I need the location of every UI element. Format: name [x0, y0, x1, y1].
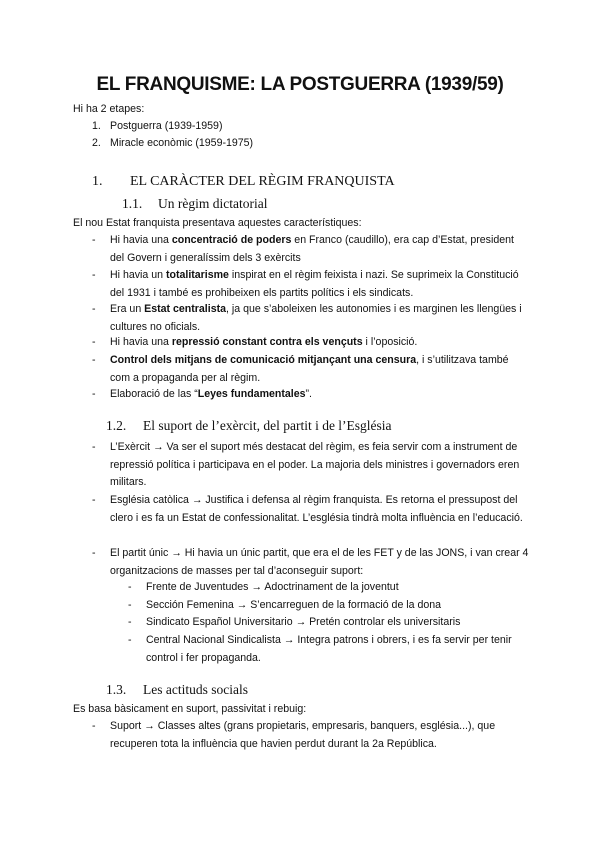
section-heading: EL CARÀCTER DEL RÈGIM FRANQUISTA — [130, 174, 395, 189]
bullet-dash: - — [92, 234, 96, 246]
bullet-item: Hi havia una concentració de poders en Franco (caudillo), era cap d’Estat, president del Govern i generalíssim dels 3 exèrcits — [110, 234, 514, 264]
sub-bullet-dash: - — [128, 599, 132, 611]
subsection-heading: El suport de l’exèrcit, del partit i de l’Església — [143, 418, 392, 433]
subsection-heading: Les actituds socials — [143, 682, 248, 697]
sub-bullet-item: Frente de Juventudes → Adoctrinament de la joventut — [146, 581, 399, 593]
bullet-dash: - — [92, 441, 96, 453]
bullet-dash: - — [92, 354, 96, 366]
stage-item: Miracle econòmic (1959-1975) — [110, 137, 254, 149]
stage-number: 1. — [92, 120, 101, 132]
bullet-item: Elaboració de las “Leyes fundamentales”. — [110, 388, 312, 400]
page-title: EL FRANQUISME: LA POSTGUERRA (1939/59) — [96, 74, 504, 95]
section-number: 1. — [92, 174, 103, 189]
sub-bullet-item: Sección Femenina → S’encarreguen de la formació de la dona — [146, 599, 442, 611]
sub-bullet-dash: - — [128, 581, 132, 593]
bullet-dash: - — [92, 720, 96, 732]
sub-bullet-dash: - — [128, 616, 132, 628]
subsection-number: 1.2. — [106, 418, 127, 433]
sub-bullet-dash: - — [128, 634, 132, 646]
bullet-item: Hi havia un totalitarisme inspirat en el règim feixista i nazi. Se suprimeix la Constitució del 1931 i també es prohibeixen els partits polítics i els sindicats. — [110, 269, 519, 299]
bullet-dash: - — [92, 494, 96, 506]
intro-text: Hi ha 2 etapes: — [73, 103, 145, 115]
subsection-number: 1.1. — [122, 196, 143, 211]
bullet-item: Control dels mitjans de comunicació mitjançant una censura, i s’utilitzava també com a propaganda per al règim. — [110, 354, 509, 384]
bullet-item: Era un Estat centralista, ja que s’aboleixen les autonomies i es marginen les llengües i cultures no oficials. — [110, 303, 522, 333]
sub-bullet-item: Central Nacional Sindicalista → Integra patrons i obrers, i es fa servir per tenir control i fer propaganda. — [146, 634, 512, 664]
bullet-dash: - — [92, 269, 96, 281]
bullet-item: Església catòlica → Justifica i defensa al règim franquista. Es retorna el pressupost del clero i es fa un Estat de confessionalitat. L’església tindrà molta influència en l’educació. — [110, 494, 523, 524]
subsection-heading: Un règim dictatorial — [158, 196, 268, 211]
subsection-intro: El nou Estat franquista presentava aquestes característiques: — [73, 217, 362, 229]
sub-bullet-item: Sindicato Español Universitario → Pretén controlar els universitaris — [146, 616, 461, 628]
stage-number: 2. — [92, 137, 101, 149]
bullet-dash: - — [92, 336, 96, 348]
bullet-dash: - — [92, 303, 96, 315]
bullet-dash: - — [92, 388, 96, 400]
stage-item: Postguerra (1939-1959) — [110, 120, 223, 132]
subsection-intro: Es basa bàsicament en suport, passivitat i rebuig: — [73, 703, 307, 715]
bullet-dash: - — [92, 547, 96, 559]
bullet-item: Suport → Classes altes (grans propietaris, empresaris, banquers, església...), que recuperen tota la influència que havien perdut durant la 2a República. — [110, 720, 496, 750]
bullet-item: Hi havia una repressió constant contra els vençuts i l’oposició. — [110, 336, 418, 348]
subsection-number: 1.3. — [106, 682, 127, 697]
bullet-item: El partit únic → Hi havia un únic partit, que era el de les FET y de las JONS, i van crear 4 organitzacions de masses per tal d’aconseguir suport: — [110, 547, 529, 577]
bullet-item: L’Exèrcit → Va ser el suport més destacat del règim, es feia servir com a instrument de repressió política i participava en el poder. La majoria dels ministres i governadors eren militars. — [110, 441, 520, 488]
